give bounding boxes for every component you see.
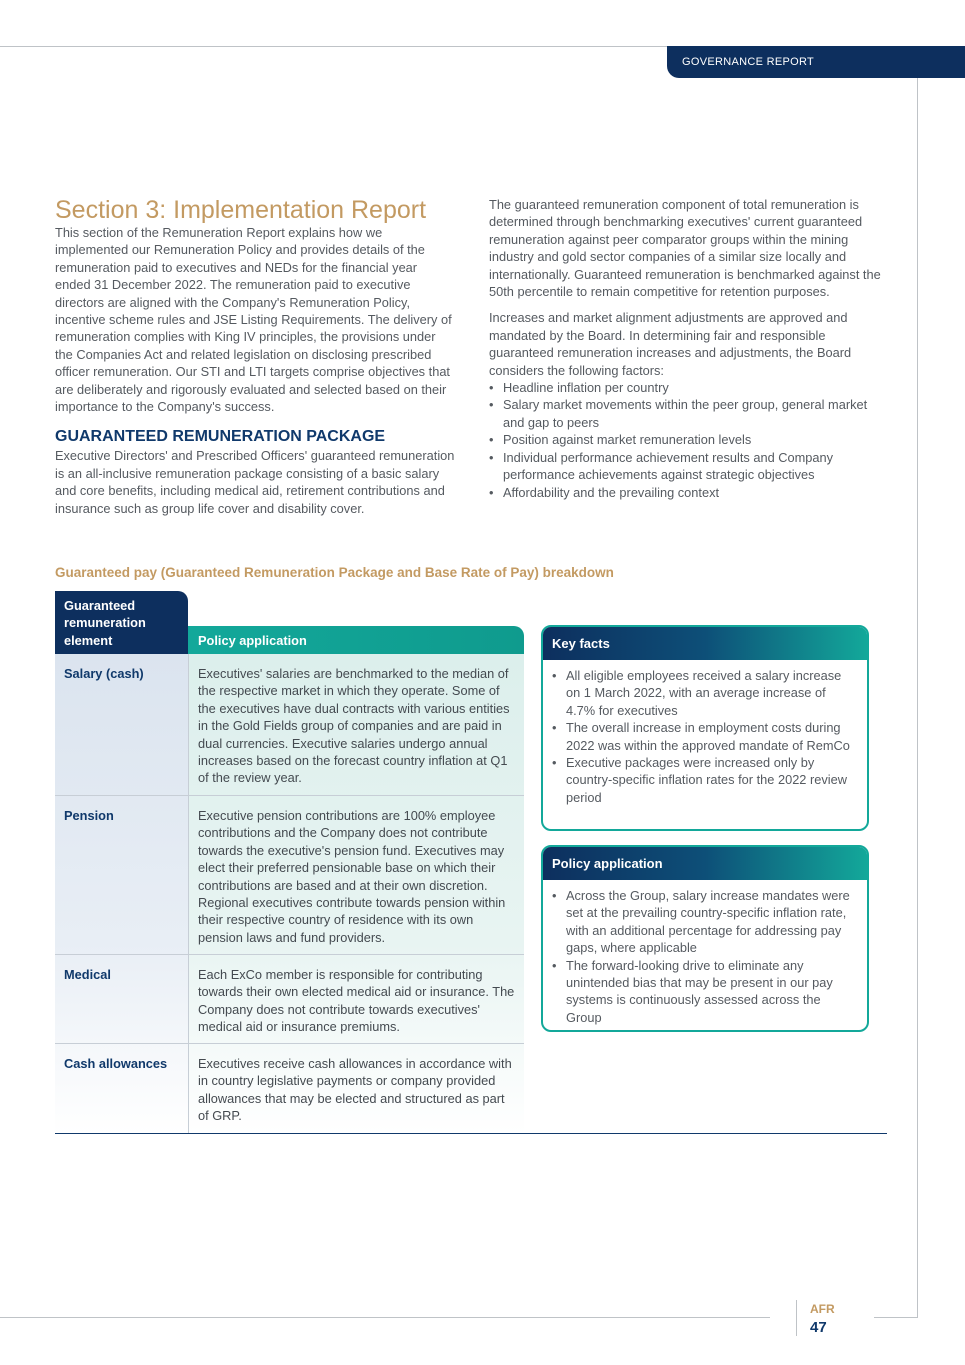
column-header-element: Guaranteed remuneration element <box>55 591 188 654</box>
list-item: • Across the Group, salary increase mandates were set at the prevailing country-specific inflation rate, with an additional percentage for addressing pay gaps, where applicable <box>552 887 855 957</box>
policy-box-list <box>543 880 867 1032</box>
list-item: • Individual performance achievement results and Company performance achievements against strategic objectives <box>489 449 889 484</box>
grp-paragraph: Executive Directors' and Prescribed Officers' guaranteed remuneration is an all-inclusive remuneration package consisting of a basic salary and core benefits, including medical aid, retirement contributions and insurance such as group life cover and disability cover. <box>55 448 455 516</box>
row-policy: Executives' salaries are benchmarked to the median of the respective market in which they operate. Some of the executives have dual contracts with various entities in the Gold Fields group of companies and are paid in dual currencies. Executive salaries undergo annual increases based on the forecast country inflation at Q1 of the review year. <box>198 666 510 786</box>
section-tab: GOVERNANCE REPORT <box>667 46 965 78</box>
bottom-rule <box>0 1317 770 1318</box>
row-divider <box>55 795 524 796</box>
footer-label: AFR <box>810 1302 835 1316</box>
row-element: Salary (cash) <box>64 666 144 681</box>
policy-application-box <box>541 845 869 1032</box>
list-item: • Affordability and the prevailing context <box>489 484 889 501</box>
grp-heading: GUARANTEED REMUNERATION PACKAGE <box>55 428 386 446</box>
table-caption: Guaranteed pay (Guaranteed Remuneration Package and Base Rate of Pay) breakdown <box>55 565 614 580</box>
page-number: 47 <box>810 1319 827 1336</box>
intro-paragraph: This section of the Remuneration Report explains how we implemented our Remuneration Policy and provides details of the remuneration paid to executives and NEDs for the financial year ended 31 December 2022. The remuneration paid to executive directors are aligned with the Company's Remuneration Policy, incentive scheme rules and JSE Listing Requirements. The delivery of remuneration complies with King IV principles, the provisions under the Companies Act and related legislation on disclosing prescribed officer remuneration. Our STI and LTI targets comprise objectives that are deliberately and rigorously evaluated and selected based on their importance to the Company's success. <box>55 225 452 415</box>
list-item: • The overall increase in employment costs during 2022 was within the approved mandate of RemCo <box>552 719 855 754</box>
footer-divider <box>796 1300 797 1336</box>
table-bottom-rule <box>55 1133 887 1134</box>
list-item: • Executive packages were increased only by country-specific inflation rates for the 2022 review period <box>552 754 855 806</box>
row-policy: Executives receive cash allowances in accordance with in country legislative payments or company provided allowances that may be elected and structured as part of GRP. <box>198 1056 512 1124</box>
list-item: • Headline inflation per country <box>489 379 889 396</box>
benchmark-paragraph: The guaranteed remuneration component of total remuneration is determined through benchmarking executives' current guaranteed remuneration against peer comparator groups within the mining industry and gold sector companies of a similar size locally and internationally. Guaranteed remuneration is benchmarked against the 50th percentile to remain competitive for retention purposes. <box>489 197 881 300</box>
row-divider <box>55 954 524 955</box>
column-divider <box>188 654 189 1134</box>
key-facts-box <box>541 625 869 831</box>
left-column <box>55 196 455 517</box>
row-divider <box>55 1043 524 1044</box>
list-item: • All eligible employees received a salary increase on 1 March 2022, with an average increase of 4.7% for executives <box>552 667 855 719</box>
row-element: Pension <box>64 808 114 823</box>
key-facts-list <box>543 660 867 812</box>
factors-list <box>489 379 889 501</box>
column-header-policy: Policy application <box>188 626 524 654</box>
right-margin-rule <box>917 46 918 1318</box>
bottom-rule-right <box>874 1317 918 1318</box>
row-policy: Each ExCo member is responsible for contributing towards their own elected medical aid or insurance. The Company does not contribute towards executives' medical aid or insurance premiums. <box>198 967 515 1035</box>
policy-box-title: Policy application <box>543 847 867 880</box>
list-item: • Position against market remuneration levels <box>489 431 889 448</box>
list-item: • Salary market movements within the peer group, general market and gap to peers <box>489 396 889 431</box>
right-column <box>489 196 889 501</box>
list-item: • The forward-looking drive to eliminate any unintended bias that may be present in our pay systems is continuously assessed across the Group <box>552 957 855 1027</box>
increases-paragraph: Increases and market alignment adjustments are approved and mandated by the Board. In determining fair and responsible guaranteed remuneration increases and adjustments, the Board considers the following factors: <box>489 310 852 378</box>
row-policy: Executive pension contributions are 100% employee contributions and the Company does not contribute towards the executive's pension fund. Executives may elect their preferred pensionable base on which their contributions are based and at their own discretion. Regional executives contribute towards pension within their respective country of residence with its own pension laws and fund providers. <box>198 808 506 945</box>
row-element: Cash allowances <box>64 1056 168 1071</box>
row-element: Medical <box>64 967 111 982</box>
key-facts-title: Key facts <box>543 627 867 660</box>
section-title: Section 3: Implementation Report <box>55 196 427 224</box>
table-body <box>55 654 524 1134</box>
